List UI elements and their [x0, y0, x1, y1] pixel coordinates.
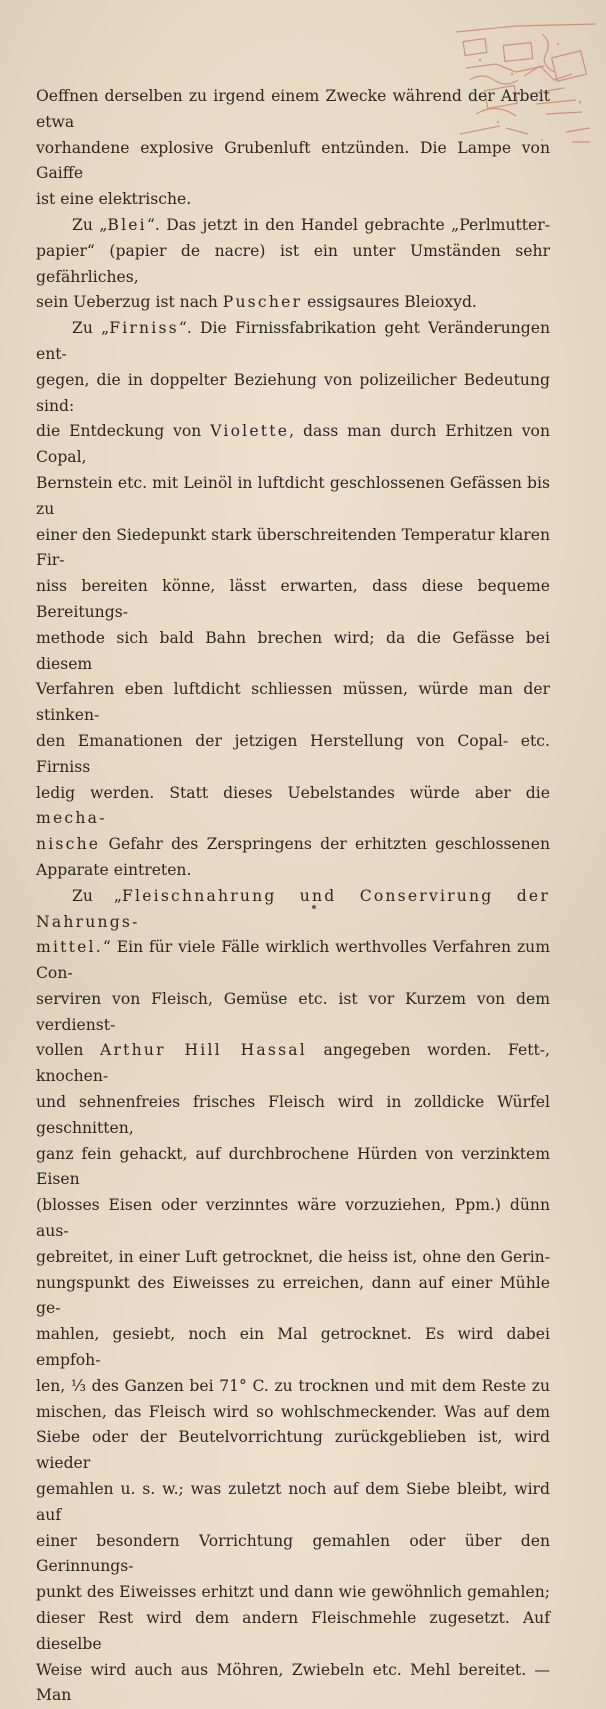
name-hassal: Arthur Hill Hassal — [100, 1041, 307, 1060]
text-line: einer den Siedepunkt stark überschreitenden Temperatur klaren Fir- — [36, 525, 550, 570]
text-line: dieser Rest wird dem andern Fleischmehle zugesetzt. Auf dieselbe — [36, 1609, 550, 1653]
text-line: und sehnenfreies frisches Fleisch wird in zolldicke Würfel geschnitten, — [36, 1093, 550, 1137]
term-mechanische: mecha- — [36, 809, 107, 828]
term-mechanische-cont: nische — [36, 835, 101, 854]
name-puscher: Puscher — [222, 293, 303, 312]
text-line: sein Ueberzug ist nach Puscher essigsaures Bleioxyd. — [36, 293, 477, 312]
text-line: Oeffnen derselben zu irgend einem Zwecke während der Arbeit etwa — [36, 87, 550, 131]
term-firniss: Firniss — [109, 319, 179, 338]
text-line: mahlen, gesiebt, noch ein Mal getrocknet. Es wird dabei empfoh- — [36, 1325, 550, 1370]
text-line: nungspunkt des Eiweisses zu erreichen, dann auf einer Mühle ge- — [36, 1273, 550, 1318]
paragraph-blei: Zu „Blei“. Das jetzt in den Handel gebrachte „Perlmutter- — [72, 215, 550, 234]
text-line: den Emanationen der jetzigen Herstellung von Copal- etc. Firniss — [36, 731, 550, 776]
text-line: nische Gefahr des Zerspringens der erhitzten geschlossenen — [36, 835, 550, 854]
name-violette: Violette — [210, 422, 290, 441]
text-line: Apparate eintreten. — [36, 860, 192, 879]
text-line: papier“ (papier de nacre) ist ein unter Umständen sehr gefährliches, — [36, 241, 550, 286]
text-line: (blosses Eisen oder verzinntes wäre vorzuziehen, Ppm.) dünn aus- — [36, 1196, 550, 1241]
paragraph-fleischnahrung: Zu „Fleischnahrung und Conservirung der Nahrungs- — [36, 886, 550, 931]
text-line: niss bereiten könne, lässt erwarten, dass diese bequeme Bereitungs- — [36, 577, 550, 621]
text-line: Verfahren eben luftdicht schliessen müssen, würde man der stinken- — [36, 680, 550, 725]
text-line: punkt des Eiweisses erhitzt und dann wie gewöhnlich gemahlen; — [36, 1583, 550, 1602]
text-line: len, ⅓ des Ganzen bei 71° C. zu trocknen und mit dem Reste zu — [36, 1376, 550, 1395]
term-blei: Blei — [107, 215, 147, 234]
text-line: gebreitet, in einer Luft getrocknet, die heiss ist, ohne den Gerin- — [36, 1247, 550, 1266]
text-line: vollen Arthur Hill Hassal angegeben worden. Fett-, knochen- — [36, 1041, 550, 1086]
text-line: mischen, das Fleisch wird so wohlschmeckender. Was auf dem — [36, 1402, 550, 1421]
paragraph-firniss: Zu „Firniss“. Die Firnissfabrikation geht Veränderungen ent- — [36, 319, 550, 363]
page-mark-dot — [312, 905, 316, 909]
text-line: methode sich bald Bahn brechen wird; da die Gefässe bei diesem — [36, 628, 550, 673]
text-line: gegen, die in doppelter Beziehung von polizeilicher Bedeutung sind: — [36, 370, 550, 415]
text-line: gemahlen u. s. w.; was zuletzt noch auf dem Siebe bleibt, wird auf — [36, 1480, 550, 1524]
text-line: die Entdeckung von Violette, dass man durch Erhitzen von Copal, — [36, 422, 550, 467]
text-line: Siebe oder der Beutelvorrichtung zurückgeblieben ist, wird wieder — [36, 1428, 550, 1473]
text-line: serviren von Fleisch, Gemüse etc. ist vor Kurzem von dem verdienst- — [36, 989, 550, 1034]
text-line: ist eine elektrische. — [36, 190, 192, 209]
text-line: Weise wird auch aus Möhren, Zwiebeln etc. Mehl bereitet. — Man — [36, 1660, 550, 1705]
text-line: vorhandene explosive Grubenluft entzünden. Die Lampe von Gaiffe — [36, 138, 550, 183]
text-line: mittel.“ Ein für viele Fälle wirklich werthvolles Verfahren zum Con- — [36, 938, 550, 983]
term-fleischnahrung-cont: mittel. — [36, 938, 103, 957]
text-line: einer besondern Vorrichtung gemahlen oder über den Gerinnungs- — [36, 1531, 550, 1576]
text-line: Bernstein etc. mit Leinöl in luftdicht geschlossenen Gefässen bis zu — [36, 473, 550, 518]
term-fleischnahrung: Fleischnahrung und Conservirung der Nahrungs- — [36, 886, 550, 931]
text-line: ledig werden. Statt dieses Uebelstandes würde aber die mecha- — [36, 783, 550, 828]
page-body — [36, 84, 550, 1709]
text-line: ganz fein gehackt, auf durchbrochene Hürden von verzinktem Eisen — [36, 1144, 550, 1189]
